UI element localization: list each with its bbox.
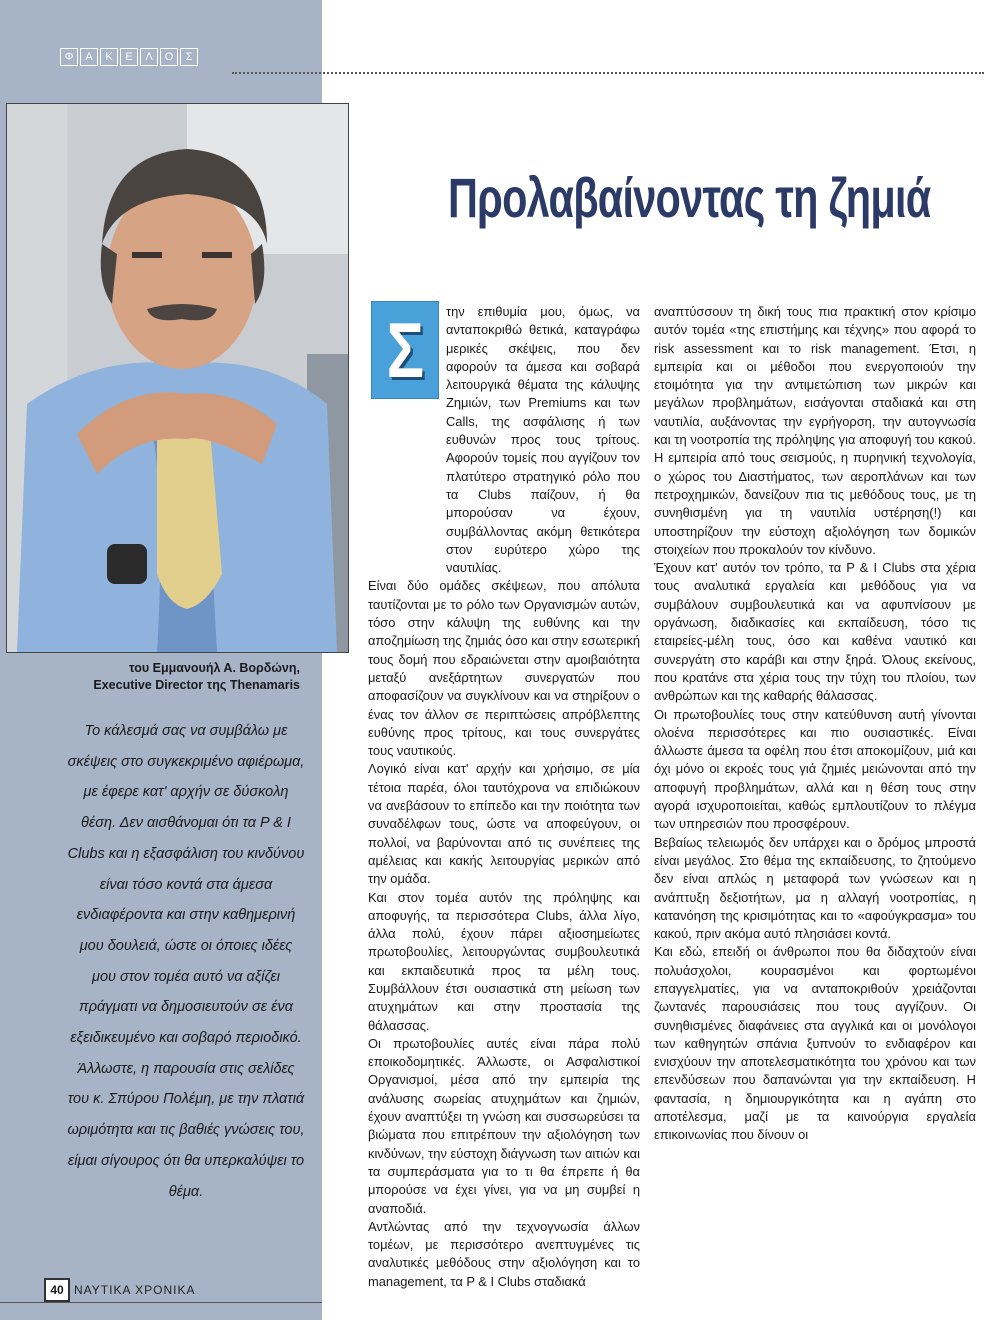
footer-rule [0,1302,322,1303]
body-paragraph: Και στον τομέα αυτόν της πρόληψης και αποφυγής, τα περισσότερα Clubs, άλλα λίγο, άλλα πολύ, έχουν πάρει αξιοσημείωτες πρωτοβουλίες, λειτουργώντας συμβουλευτικά και εκπαιδευτικά προς τα μέλη τους. Συμβάλλουν έτσι ουσιαστικά στη μείωση των ατυχημάτων και στην προστασία της θάλασσας. [368,889,640,1033]
section-tag-letter: Ο [160,48,178,66]
author-photo [6,103,349,653]
intro-paragraph: Το κάλεσμά σας να συμβάλω με σκέψεις στο συγκεκριμένο αφιέρωμα, με έφερε κατ' αρχήν σε δύσκολη θέση. Δεν αισθάνομαι ότι τα P & I Clubs και η εξασφάλιση του κινδύνου είναι τόσο κοντά στα άμεσα ενδιαφέροντα και στην καθημερινή μου δουλειά, ώστε οι όποιες ιδέες μου στον τομέα αυτό να αξίζει πράγματι να δημοσιευτούν σε ένα εξειδικευμένο και σοβαρό περιοδικό. [67,723,305,1047]
body-paragraph: Και εδώ, επειδή οι άνθρωποι που θα διδαχτούν είναι πολυάσχολοι, κουρασμένοι και φορτωμένοι επαγγελματίες, για να ανταποκριθούν χρειάζονται ζωντανές παρουσιάσεις που τους αγγίζουν. Οι συνηθισμένες διαφάνειες στα αγγλικά και οι μονόλογοι των καθηγητών σπάνια ξυπνούν το ενδιαφέρον και ενισχύουν την αποτελεσματικότητα του χρόνου και των επενδύσεων που δαπανώνται για την εκπαίδευση. Η φαντασία, η δημιουργικότητα και η αγάπη στο αποτέλεσμα, μαζί με τα καινούργια εργαλεία επικοινωνίας που δίνουν οι [654,944,976,1143]
section-tag-letter: Φ [60,48,78,66]
section-tag-letter: Α [80,48,98,66]
section-tag-letter: Ε [120,48,138,66]
body-paragraph: Είναι δύο ομάδες σκέψεων, που απόλυτα ταυτίζονται με το ρόλο των Οργανισμών αυτών, τόσο στην κάλυψη της ευθύνης και την αποζημίωση της ζημιάς όσο και στην εσωτερική τους δομή που εδραιώνεται στην αμοιβαιότητα μεταξύ ανεξάρτητων συνεργατών που αποφασίζουν να συγκλίνουν και να στηρίξουν ο ένας τον άλλον σε περιπτώσεις απρόβλεπτης ευθύνης προς τρίτους, και τους συνεργάτες τους ναυτικούς. [368,578,640,759]
section-tag-letter: Λ [140,48,158,66]
section-tag-letter: Κ [100,48,118,66]
body-paragraph: Έχουν κατ' αυτόν τον τρόπο, τα P & I Clubs στα χέρια τους αναλυτικά εργαλεία και μεθόδους για να συμβάλουν συμβουλευτικά και να αφυπνίσουν με οργάνωση, διαδικασίες και εκπαίδευση, τόσο τις εταιρείες-μέλη τους, όσο και καθένα ναυτικό και συνεργάτη στο καράβι και στην ξηρά. Όλους εκείνους, που κρατάνε στα χέρια τους την τύχη του πλοίου, των ανθρώπων και της καθαρής θάλασσας. [654,560,976,704]
top-dotted-rule [232,72,984,74]
article-column-1 [368,303,640,1291]
section-tag [60,48,198,66]
article-column-2 [654,303,976,1145]
body-paragraph: αναπτύσσουν τη δική τους πια πρακτική στον κρίσιμο αυτόν τομέα «της επιστήμης και τέχνης» που αφορά το risk assessment και το risk management. Έτσι, η εμπειρία και οι μέθοδοι που ενεργοποιούν την ετοιμότητα για την αντιμετώπιση των μικρών και μεγάλων προβλημάτων, εισάγονται σταδιακά και στη ναυτιλία, αυξάνοντας την εγρήγορση, την αυτογνωσία και τη νοοτροπία της πρόληψης για αποφυγή του κακού. Η εμπειρία από τους σεισμούς, η πυρηνική τεχνολογία, ο χώρος του Διαστήματος, των αεροπλάνων και των πετροχημικών, δανείζουν πια τις μεθόδους τους, με τη συνηθισμένη για τη ναυτιλία υστέρηση(!) και υποστηρίζουν την εύστοχη αξιολόγηση των δομικών στοιχείων που προκαλούν τον κίνδυνο. [654,304,976,557]
body-paragraph: Βεβαίως τελειωμός δεν υπάρχει και ο δρόμος μπροστά είναι μεγάλος. Στο θέμα της εκπαίδευσης, το ζητούμενο δεν είναι απλώς η μεταφορά των γνώσεων και η ανάπτυξη δεξιοτήτων, μα η αλλαγή νοοτροπίας, η κατανόηση της κρισιμότητας και το «αφούγκρασμα» του κακού, πριν ακόμα αυτό πλησιάσει κοντά. [654,834,976,942]
byline [60,660,300,694]
body-paragraph: Οι πρωτοβουλίες τους στην κατεύθυνση αυτή γίνονται ολοένα περισσότερες και πιο ουσιαστικές. Είναι άλλωστε άμεσα τα οφέλη που έτσι αποκομίζουν, μιά και όχι μόνο οι εκροές τους γιά ζημιές μειώνονται από την αποφυγή προβλημάτων, αλλά και η θέση τους στην αγορά ισχυροποιείται, καθώς εμπλουτίζουν το πλέγμα των υπηρεσιών που προσφέρουν. [654,706,976,832]
body-paragraph: Αντλώντας από την τεχνογνωσία άλλων τομέων, με περισσότερο ανεπτυγμένες τις αναλυτικές μεθόδους στην αξιολόγηση και το management, τα P & I Clubs σταδιακά [368,1218,640,1289]
intro-text [66,716,306,1207]
byline-role: Executive Director της Thenamaris [93,678,300,692]
portrait-illustration [7,104,348,652]
byline-author: του Εμμανουήλ Α. Βορδώνη, [129,661,300,675]
body-paragraph: Λογικό είναι κατ' αρχήν και χρήσιμο, σε μία τέτοια παρέα, όλοι ταυτόχρονα να επιδιώκουν να ανεβάσουν το επίπεδο και την ποιότητα των συναδέλφων τους, ώστε να αποφεύγουν, οι πολλοί, να βαρύνονται από τις συνέπειες της αμέλειας και κακής λειτουργίας μερικών από την ομάδα. [368,761,640,887]
intro-paragraph: Άλλωστε, η παρουσία στις σελίδες του κ. Σπύρου Πολέμη, με την πλατιά ωριμότητα και τις βαθιές γνώσεις του, είμαι σίγουρος ότι θα υπερκαλύψει το θέμα. [67,1060,305,1200]
publication-name: ΝΑΥΤΙΚΑ ΧΡΟΝΙΚΑ [74,1283,196,1297]
body-paragraph: Οι πρωτοβουλίες αυτές είναι πάρα πολύ εποικοδομητικές. Άλλωστε, οι Ασφαλιστικοί Οργανισμοί, μέσα από την εμπειρία της ανάλυσης σωρείας ατυχημάτων και ζημιών, έχουν αναπτύξει τη γνώση και συσσωρεύσει τα βιώματα που επιτρέπουν την αξιολόγηση των κινδύνων, την εύστοχη διάγνωση των αιτιών και τα συμπεράσματα για το τι θα έπρεπε ή θα μπορούσε να έχει γίνει, για να μη συμβεί η αναποδιά. [368,1035,640,1216]
body-paragraph: την επιθυμία μου, όμως, να ανταποκριθώ θετικά, καταγράφω μερικές σκέψεις, που δεν αφορούν τα άμεσα και σοβαρά λειτουργικά θέματα της κάλυψης Ζημιών, των Premiums και των Calls, της ασφάλισης ή των ευθυνών προς τους τρίτους. Αφορούν τομείς που αγγίζουν τον πλατύτερο στρατηγικό ρόλο που τα Clubs παίζουν, ή θα μπορούσαν να έχουν, συμβάλλοντας ακόμη θετικότερα στον ευρύτερο χώρο της ναυτιλίας. [446,304,640,576]
page-number: 40 [44,1278,70,1302]
section-tag-letter: Σ [180,48,198,66]
article-headline: Προλαβαίνοντας τη ζημιά [448,166,931,229]
drop-cap-letter: Σ [386,306,424,394]
